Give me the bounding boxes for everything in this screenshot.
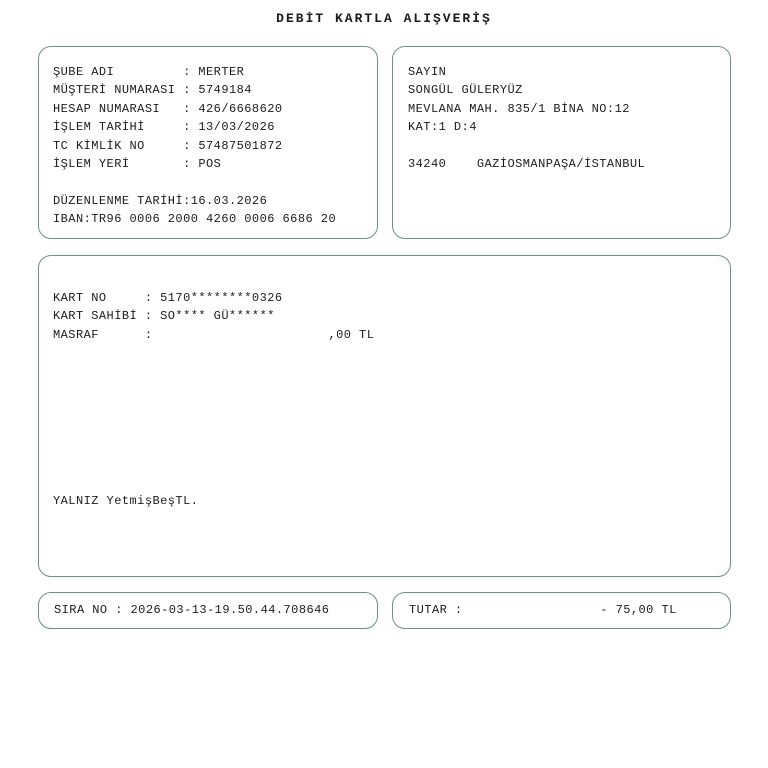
city-line: 34240 GAZİOSMANPAŞA/İSTANBUL [408,157,646,172]
sequence-number-line: SIRA NO : 2026-03-13-19.50.44.708646 [54,603,330,617]
blank-line [408,137,722,155]
total-amount-line: TUTAR : - 75,00 TL [409,603,677,617]
fee-line: MASRAF : ,00 TL [53,327,375,342]
sequence-number-box [38,592,378,629]
salutation-line: SAYIN [408,65,447,79]
card-details-box [38,255,731,577]
amount-in-words: YALNIZ YetmişBeşTL. [53,494,199,508]
customer-number-line: MÜŞTERİ NUMARASI : 5749184 [53,83,252,98]
customer-address-box [392,46,731,239]
card-number-line: KART NO : 5170********0326 [53,291,283,305]
address-line-2: KAT:1 D:4 [408,120,477,135]
account-number-line: HESAP NUMARASI : 426/6668620 [53,101,283,116]
transaction-place-line: İŞLEM YERİ : POS [53,157,222,172]
total-amount-box [392,592,731,629]
branch-info-box [38,46,378,239]
issue-date-line: DÜZENLENME TARİHİ:16.03.2026 [53,193,268,208]
iban-line: IBAN:TR96 0006 2000 4260 0006 6686 20 [53,212,337,227]
blank-line [53,173,369,191]
branch-name-line: ŞUBE ADI : MERTER [53,65,245,79]
tc-id-line: TC KİMLİK NO : 57487501872 [53,138,283,153]
transaction-date-line: İŞLEM TARİHİ : 13/03/2026 [53,120,275,135]
address-line-1: MEVLANA MAH. 835/1 BİNA NO:12 [408,101,630,116]
customer-name-line: SONGÜL GÜLERYÜZ [408,83,523,98]
receipt-title: DEBİT KARTLA ALIŞVERİŞ [276,11,492,26]
card-holder-line: KART SAHİBİ : SO**** GÜ****** [53,309,275,324]
